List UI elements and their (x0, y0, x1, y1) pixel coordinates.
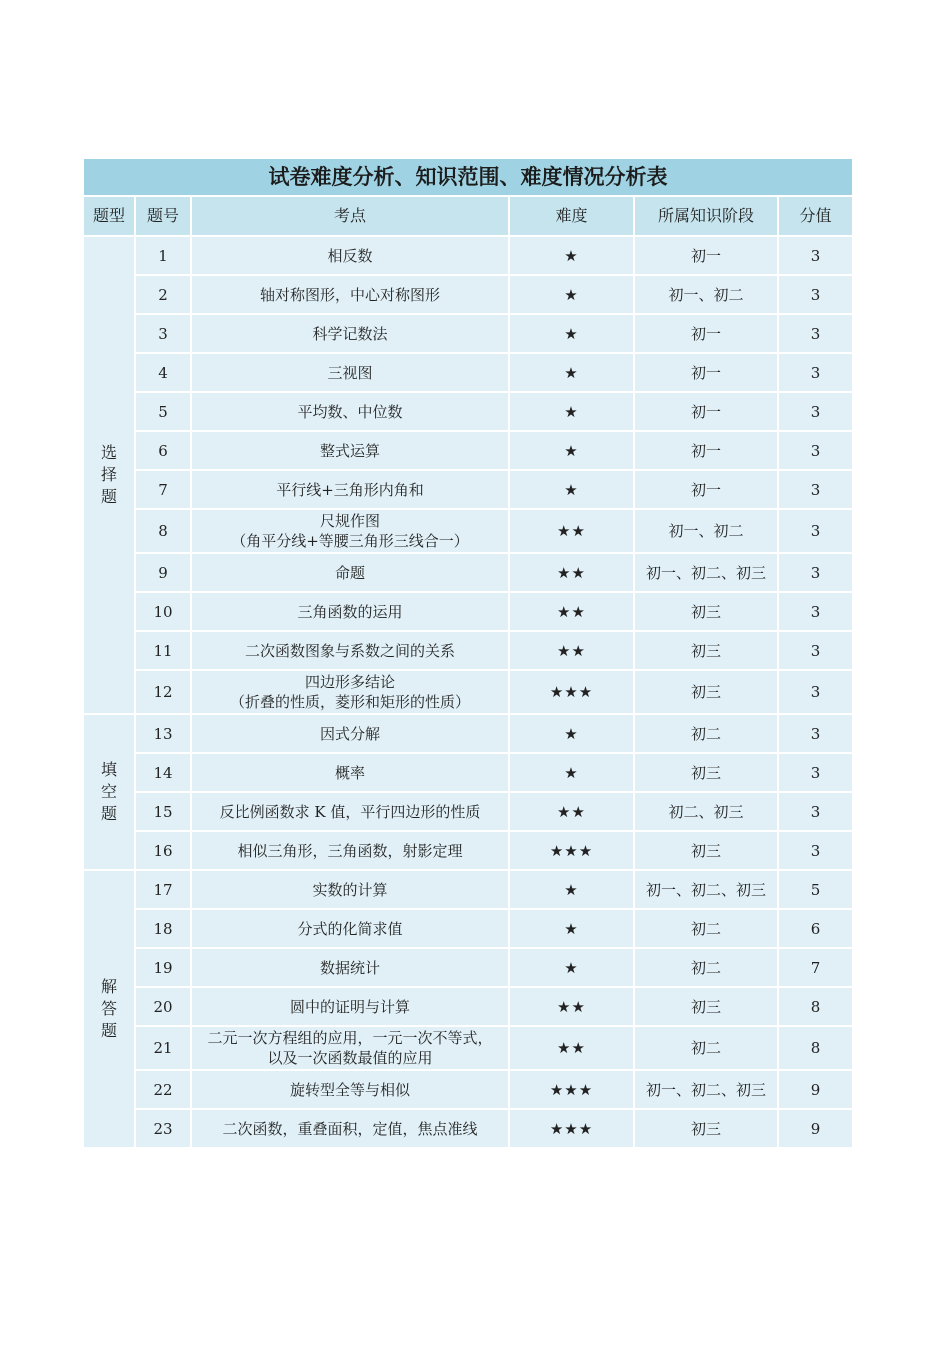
knowledge-stage: 初一 (634, 431, 778, 470)
difficulty-stars: ★ (509, 275, 634, 314)
question-number: 10 (135, 592, 191, 631)
header-row (83, 196, 853, 236)
score-value: 3 (778, 553, 853, 592)
topic-text: 旋转型全等与相似 (289, 1080, 410, 1099)
topic-cell (191, 753, 509, 792)
table-row (83, 831, 853, 870)
table-row (83, 314, 853, 353)
question-number: 17 (135, 870, 191, 909)
topic-text: 轴对称图形，中心对称图形 (259, 285, 440, 304)
difficulty-stars: ★★ (509, 987, 634, 1026)
question-number: 14 (135, 753, 191, 792)
table-row (83, 948, 853, 987)
difficulty-stars: ★ (509, 392, 634, 431)
header-number: 题号 (135, 196, 191, 236)
header-type: 题型 (83, 196, 135, 236)
table-row (83, 909, 853, 948)
knowledge-stage: 初二、初三 (634, 792, 778, 831)
topic-text: 分式的化简求值 (297, 919, 403, 938)
topic-text: 三视图 (327, 363, 373, 382)
score-value: 3 (778, 631, 853, 670)
difficulty-stars: ★ (509, 870, 634, 909)
question-number: 2 (135, 275, 191, 314)
score-value: 7 (778, 948, 853, 987)
topic-text: 平行线+三角形内角和 (276, 480, 424, 499)
difficulty-stars: ★ (509, 714, 634, 753)
knowledge-stage: 初三 (634, 592, 778, 631)
question-number: 5 (135, 392, 191, 431)
question-type-label: 填空题 (100, 760, 117, 823)
topic-cell (191, 1109, 509, 1148)
question-number: 22 (135, 1070, 191, 1109)
topic-cell (191, 792, 509, 831)
topic-text: 反比例函数求 K 值，平行四边形的性质 (219, 802, 481, 821)
score-value: 3 (778, 670, 853, 714)
table-row (83, 236, 853, 275)
question-type-cell (83, 236, 135, 714)
question-number: 9 (135, 553, 191, 592)
score-value: 3 (778, 470, 853, 509)
score-value: 3 (778, 509, 853, 553)
difficulty-analysis-table (82, 157, 854, 1149)
knowledge-stage: 初一、初二 (634, 509, 778, 553)
score-value: 3 (778, 431, 853, 470)
score-value: 3 (778, 236, 853, 275)
knowledge-stage: 初三 (634, 631, 778, 670)
topic-cell (191, 948, 509, 987)
question-number: 7 (135, 470, 191, 509)
knowledge-stage: 初三 (634, 753, 778, 792)
table-title: 试卷难度分析、知识范围、难度情况分析表 (83, 158, 853, 196)
topic-text: 相似三角形，三角函数，射影定理 (237, 841, 463, 860)
question-number: 20 (135, 987, 191, 1026)
score-value: 3 (778, 714, 853, 753)
question-number: 1 (135, 236, 191, 275)
topic-text: 二元一次方程组的应用，一元一次不等式， (207, 1029, 493, 1047)
topic-cell (191, 275, 509, 314)
knowledge-stage: 初二 (634, 714, 778, 753)
topic-cell (191, 1070, 509, 1109)
topic-cell (191, 314, 509, 353)
header-difficulty: 难度 (509, 196, 634, 236)
knowledge-stage: 初一 (634, 314, 778, 353)
difficulty-stars: ★★★ (509, 1070, 634, 1109)
table-row (83, 1070, 853, 1109)
knowledge-stage: 初三 (634, 831, 778, 870)
table-row (83, 870, 853, 909)
question-number: 23 (135, 1109, 191, 1148)
score-value: 9 (778, 1070, 853, 1109)
topic-text: （角平分线+等腰三角形三线合一） (231, 532, 469, 550)
topic-text: 平均数、中位数 (297, 402, 403, 421)
knowledge-stage: 初一、初二、初三 (634, 870, 778, 909)
table-row (83, 353, 853, 392)
topic-cell (191, 631, 509, 670)
question-number: 16 (135, 831, 191, 870)
score-value: 3 (778, 314, 853, 353)
knowledge-stage: 初三 (634, 1109, 778, 1148)
score-value: 8 (778, 1026, 853, 1070)
question-number: 4 (135, 353, 191, 392)
topic-cell (191, 670, 509, 714)
table-row (83, 431, 853, 470)
question-number: 8 (135, 509, 191, 553)
difficulty-stars: ★★ (509, 1026, 634, 1070)
topic-text: 科学记数法 (312, 324, 388, 343)
question-number: 19 (135, 948, 191, 987)
score-value: 3 (778, 275, 853, 314)
knowledge-stage: 初一、初二、初三 (634, 1070, 778, 1109)
topic-cell (191, 431, 509, 470)
topic-text: 命题 (334, 563, 365, 582)
question-type-label: 解答题 (100, 977, 117, 1040)
topic-cell (191, 553, 509, 592)
table-row (83, 509, 853, 553)
topic-cell (191, 353, 509, 392)
difficulty-stars: ★ (509, 753, 634, 792)
header-score: 分值 (778, 196, 853, 236)
topic-text: 因式分解 (319, 724, 380, 743)
difficulty-stars: ★ (509, 236, 634, 275)
table-row (83, 392, 853, 431)
topic-cell (191, 909, 509, 948)
question-number: 11 (135, 631, 191, 670)
difficulty-stars: ★ (509, 353, 634, 392)
question-number: 12 (135, 670, 191, 714)
difficulty-stars: ★★ (509, 509, 634, 553)
question-number: 3 (135, 314, 191, 353)
question-type-cell (83, 870, 135, 1148)
difficulty-stars: ★★ (509, 631, 634, 670)
topic-text: 相反数 (327, 246, 373, 265)
score-value: 3 (778, 792, 853, 831)
topic-cell (191, 987, 509, 1026)
topic-cell (191, 392, 509, 431)
difficulty-stars: ★★★ (509, 831, 634, 870)
difficulty-stars: ★ (509, 470, 634, 509)
difficulty-stars: ★ (509, 909, 634, 948)
topic-text: 数据统计 (319, 958, 380, 977)
question-number: 18 (135, 909, 191, 948)
topic-text: 尺规作图 (319, 512, 380, 530)
score-value: 6 (778, 909, 853, 948)
knowledge-stage: 初二 (634, 909, 778, 948)
topic-cell (191, 592, 509, 631)
question-type-cell (83, 714, 135, 870)
knowledge-stage: 初一 (634, 353, 778, 392)
score-value: 3 (778, 353, 853, 392)
knowledge-stage: 初三 (634, 670, 778, 714)
score-value: 5 (778, 870, 853, 909)
knowledge-stage: 初二 (634, 948, 778, 987)
topic-text: 圆中的证明与计算 (289, 997, 410, 1016)
table-row (83, 1026, 853, 1070)
knowledge-stage: 初一 (634, 392, 778, 431)
knowledge-stage: 初一 (634, 470, 778, 509)
knowledge-stage: 初一、初二、初三 (634, 553, 778, 592)
score-value: 8 (778, 987, 853, 1026)
table-row (83, 592, 853, 631)
table-row (83, 753, 853, 792)
topic-cell (191, 236, 509, 275)
difficulty-stars: ★★★ (509, 1109, 634, 1148)
table-row (83, 470, 853, 509)
table-body (83, 236, 853, 1148)
difficulty-stars: ★★ (509, 792, 634, 831)
difficulty-stars: ★★★ (509, 670, 634, 714)
knowledge-stage: 初二 (634, 1026, 778, 1070)
topic-text: 实数的计算 (312, 880, 388, 899)
header-topic: 考点 (191, 196, 509, 236)
table-row (83, 714, 853, 753)
score-value: 3 (778, 392, 853, 431)
topic-text: 二次函数图象与系数之间的关系 (244, 641, 455, 660)
topic-cell (191, 714, 509, 753)
table-row (83, 275, 853, 314)
topic-cell (191, 870, 509, 909)
table-row (83, 553, 853, 592)
knowledge-stage: 初一、初二 (634, 275, 778, 314)
question-number: 21 (135, 1026, 191, 1070)
topic-text: 概率 (334, 763, 365, 782)
table-row (83, 670, 853, 714)
difficulty-stars: ★ (509, 948, 634, 987)
topic-text: 二次函数，重叠面积，定值，焦点准线 (222, 1119, 478, 1138)
difficulty-stars: ★★ (509, 592, 634, 631)
knowledge-stage: 初一 (634, 236, 778, 275)
difficulty-stars: ★ (509, 314, 634, 353)
score-value: 3 (778, 831, 853, 870)
topic-text: 以及一次函数最值的应用 (267, 1049, 433, 1067)
table-row (83, 987, 853, 1026)
topic-cell (191, 831, 509, 870)
question-number: 6 (135, 431, 191, 470)
table-row (83, 792, 853, 831)
score-value: 3 (778, 592, 853, 631)
difficulty-stars: ★ (509, 431, 634, 470)
topic-cell (191, 1026, 509, 1070)
header-stage: 所属知识阶段 (634, 196, 778, 236)
topic-text: 三角函数的运用 (297, 602, 403, 621)
score-value: 3 (778, 753, 853, 792)
topic-text: 整式运算 (319, 441, 380, 460)
table-row (83, 631, 853, 670)
knowledge-stage: 初三 (634, 987, 778, 1026)
difficulty-stars: ★★ (509, 553, 634, 592)
question-number: 13 (135, 714, 191, 753)
topic-cell (191, 470, 509, 509)
question-number: 15 (135, 792, 191, 831)
question-type-label: 选择题 (100, 443, 117, 506)
topic-cell (191, 509, 509, 553)
score-value: 9 (778, 1109, 853, 1148)
topic-text: 四边形多结论 (304, 673, 395, 691)
table-row (83, 1109, 853, 1148)
topic-text: （折叠的性质，菱形和矩形的性质） (229, 693, 470, 711)
